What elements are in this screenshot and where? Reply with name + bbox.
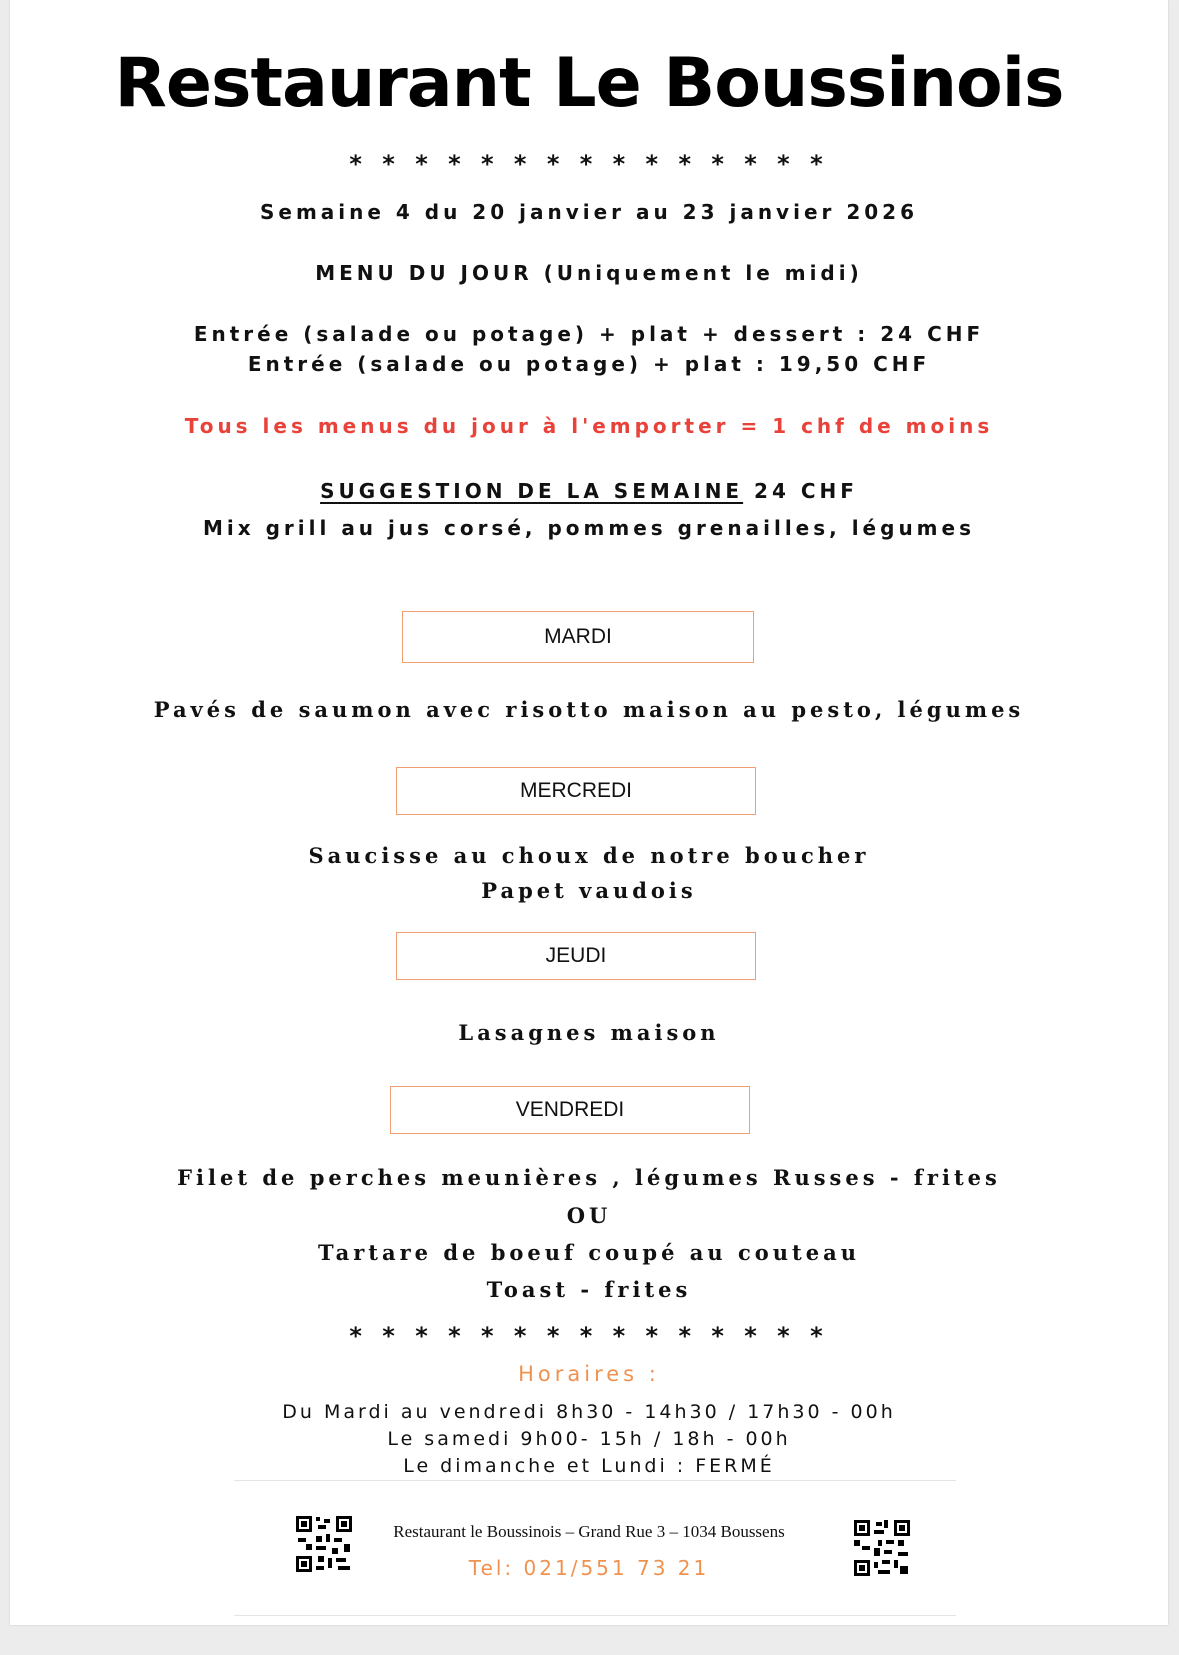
friday-dish-1: Filet de perches meunières , légumes Russes - frites xyxy=(177,1165,1001,1190)
day-box-friday xyxy=(390,1086,750,1134)
wednesday-dish-1: Saucisse au choux de notre boucher xyxy=(308,843,870,868)
footer-divider-top xyxy=(234,1480,956,1481)
suggestion-line xyxy=(10,479,1168,503)
day-label-thursday: JEUDI xyxy=(545,944,607,967)
suggestion-label: SUGGESTION DE LA SEMAINE xyxy=(320,479,744,503)
day-box-thursday xyxy=(396,932,756,980)
day-label-wednesday: MERCREDI xyxy=(519,779,632,802)
day-box-wednesday xyxy=(396,767,756,815)
tuesday-dish: Pavés de saumon avec risotto maison au pesto, légumes xyxy=(153,697,1025,722)
footer-divider-bottom xyxy=(234,1615,956,1616)
qr-code-icon xyxy=(852,1518,912,1578)
week-line: Semaine 4 du 20 janvier au 23 janvier 2026 xyxy=(259,200,919,224)
stars-divider-top: * * * * * * * * * * * * * * * xyxy=(349,150,829,178)
day-label-tuesday: MARDI xyxy=(544,625,612,648)
friday-dish-2: Tartare de boeuf coupé au couteau xyxy=(318,1240,860,1265)
thursday-dish: Lasagnes maison xyxy=(458,1020,720,1045)
suggestion-price: 24 CHF xyxy=(743,479,858,503)
hours-heading: Horaires : xyxy=(518,1362,660,1386)
footer-phone: Tel: 021/551 73 21 xyxy=(468,1556,710,1580)
hours-line-saturday: Le samedi 9h00- 15h / 18h - 00h xyxy=(387,1428,791,1450)
price-full: Entrée (salade ou potage) + plat + dessert : 24 CHF xyxy=(193,322,985,346)
friday-or: OU xyxy=(566,1203,612,1228)
hours-line-weekdays: Du Mardi au vendredi 8h30 - 14h30 / 17h30 - 00h xyxy=(282,1401,896,1423)
wednesday-dish-2: Papet vaudois xyxy=(481,878,697,903)
page-title: Restaurant Le Boussinois xyxy=(114,44,1064,123)
friday-dish-3: Toast - frites xyxy=(486,1277,692,1302)
hours-line-closed: Le dimanche et Lundi : FERMÉ xyxy=(403,1455,775,1477)
day-label-friday: VENDREDI xyxy=(515,1098,625,1121)
price-short: Entrée (salade ou potage) + plat : 19,50 CHF xyxy=(247,352,931,376)
menu-heading: MENU DU JOUR (Uniquement le midi) xyxy=(315,261,863,285)
takeaway-note: Tous les menus du jour à l'emporter = 1 chf de moins xyxy=(184,414,994,438)
suggestion-dish: Mix grill au jus corsé, pommes grenailles, légumes xyxy=(202,516,975,540)
menu-page xyxy=(10,0,1168,1625)
day-box-tuesday xyxy=(402,611,754,663)
footer-address: Restaurant le Boussinois – Grand Rue 3 – 1034 Boussens xyxy=(393,1522,785,1541)
stars-divider-bottom: * * * * * * * * * * * * * * * xyxy=(349,1322,829,1350)
